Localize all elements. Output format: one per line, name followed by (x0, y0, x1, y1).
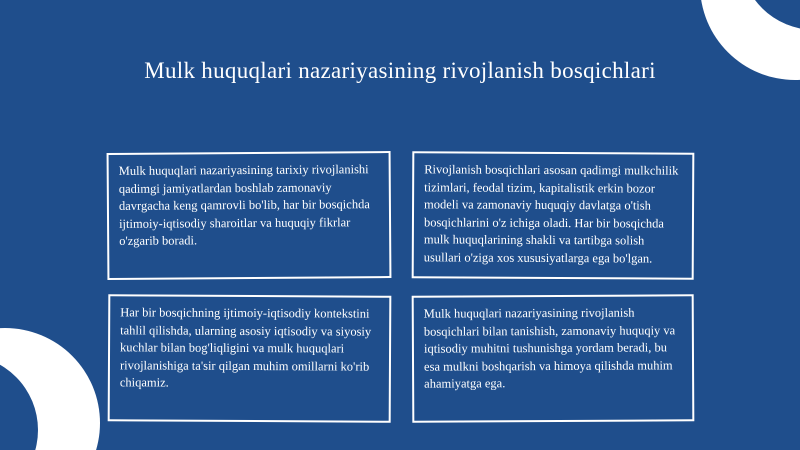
card-text: Mulk huquqlari nazariyasining rivojlanish bosqichlari bilan tanishish, zamonaviy huquqiy va iqtisodiy muhitni tushunishga yordam beradi, bu esa mulkni boshqarish va himoya qilishda muhim ahamiyatga ega. (423, 305, 676, 391)
card-text: Mulk huquqlari nazariyasining tarixiy rivojlanishi qadimgi jamiyatlardan boshlab zamonaviy davrgacha keng qamrovli bo'lib, har bir bosqichda ijtimoiy-iqtisodiy sharoitlar va huquqiy fikrlar o'zgarib boradi. (118, 162, 370, 248)
card-text: Rivojlanish bosqichlari asosan qadimgi mulkchilik tizimlari, feodal tizim, kapitalistik erkin bozor modeli va zamonaviy huquqiy davlatga o'tish bosqichlarini o'z ichiga oladi. Har bir bosqichda mulk huquqlarining shakli va tartibga solish usullari o'ziga xos xususiyatlarga ega bo'lgan. (423, 162, 679, 266)
slide-title: Mulk huquqlari nazariyasining rivojlanish bosqichlari (144, 58, 656, 83)
text-card-history (107, 151, 392, 280)
text-card-context (108, 294, 392, 422)
card-text: Har bir bosqichning ijtimoiy-iqtisodiy kontekstini tahlil qilishda, ularning asosiy iqtisodiy va siyosiy kuchlar bilan bog'liqligini va mulk huquqlari rivojlanishiga ta'sir qilgan muhim omillarni ko'rib chiqamiz. (119, 305, 372, 390)
text-card-importance (412, 294, 695, 422)
text-card-stages (412, 151, 695, 279)
